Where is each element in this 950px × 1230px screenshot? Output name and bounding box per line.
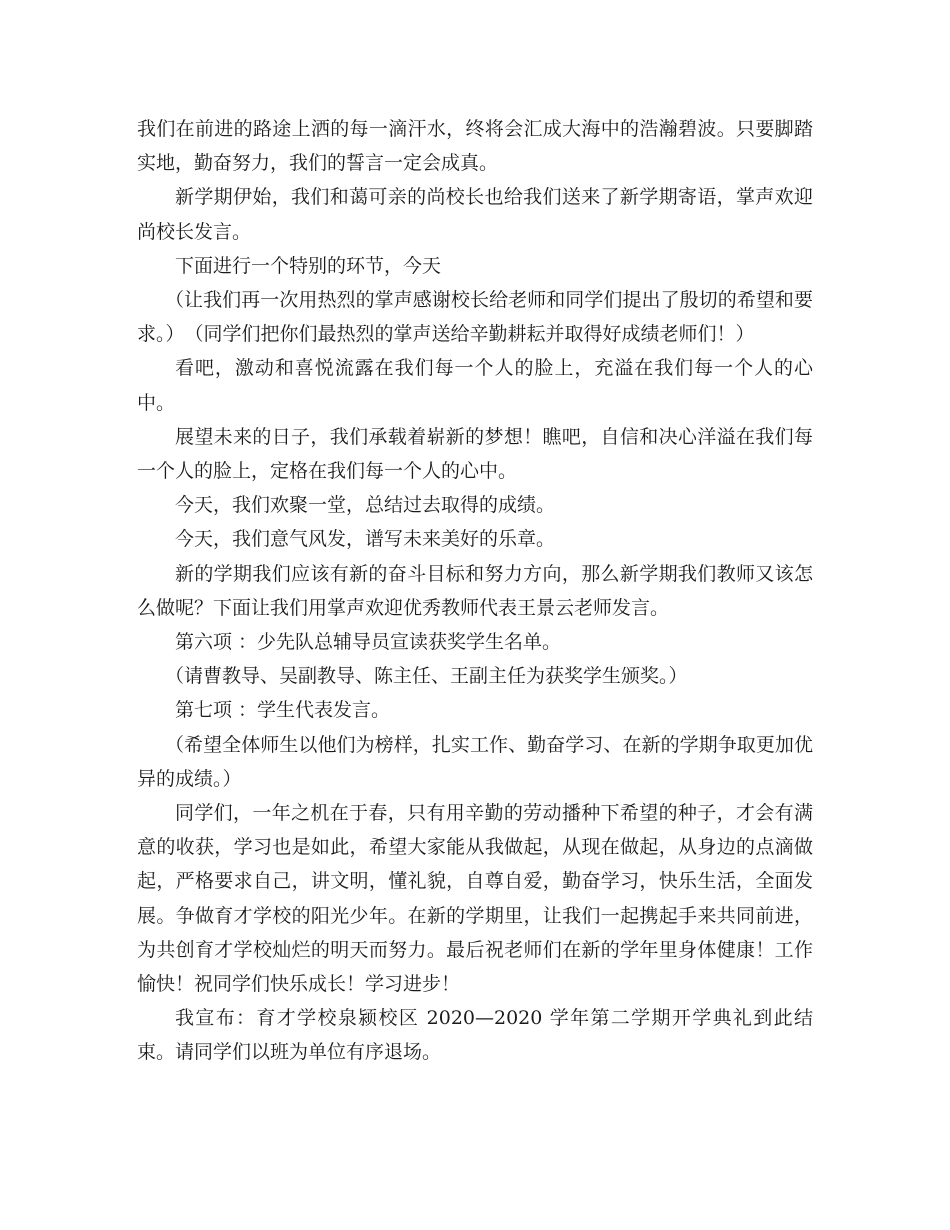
- paragraph-13: （希望全体师生以他们为榜样，扎实工作、勤奋学习、在新的学期争取更加优异的成绩。）: [137, 733, 813, 790]
- paragraph-10: 第六项 ：少先队总辅导员宣读获奖学生名单。: [175, 631, 562, 654]
- paragraph-1: 我们在前进的路途上洒的每一滴汗水，终将会汇成大海中的浩瀚碧波。只要脚踏实地，勤奋努力，我们的誓言一定会成真。: [137, 118, 813, 175]
- paragraph-5: 看吧，激动和喜悦流露在我们每一个人的脸上，充溢在我们每一个人的心中。: [137, 357, 813, 414]
- document-body: [137, 112, 813, 1070]
- paragraph-6: 展望未来的日子，我们承载着崭新的梦想！瞧吧，自信和决心洋溢在我们每一个人的脸上，定格在我们每一个人的心中。: [137, 425, 813, 483]
- paragraph-12: 第七项 ：学生代表发言。: [175, 699, 391, 722]
- paragraph-4: （让我们再一次用热烈的掌声感谢校长给老师和同学们提出了殷切的希望和要求。） （同学们把你们最热烈的掌声送给辛勤耕耘并取得好成绩老师们！）: [137, 289, 813, 346]
- paragraph-15: 我宣布：育才学校泉颍校区 2020—2020 学年第二学期开学典礼到此结束。请同学们以班为单位有序退场。: [137, 1007, 813, 1064]
- paragraph-11: （请曹教导、吴副教导、陈主任、王副主任为获奖学生颁奖。）: [165, 665, 688, 688]
- paragraph-14: 同学们，一年之机在于春，只有用辛勤的劳动播种下希望的种子，才会有满意的收获，学习也是如此，希望大家能从我做起，从现在做起，从身边的点滴做起，严格要求自己，讲文明，懂礼貌，自尊自爱，勤奋学习，快乐生活，全面发展。争做育才学校的阳光少年。在新的学期里，让我们一起携起手来共同前进，为共创育才学校灿烂的明天而努力。最后祝老师们在新的学年里身体健康！工作愉快！祝同学们快乐成长！学习进步！: [137, 802, 813, 996]
- paragraph-8: 今天，我们意气风发，谱写未来美好的乐章。: [175, 528, 556, 551]
- paragraph-3: 下面进行一个特别的环节，今天: [175, 254, 442, 277]
- paragraph-7: 今天，我们欢聚一堂，总结过去取得的成绩。: [175, 494, 556, 517]
- paragraph-2: 新学期伊始，我们和蔼可亲的尚校长也给我们送来了新学期寄语，掌声欢迎尚校长发言。: [137, 186, 813, 243]
- paragraph-9: 新的学期我们应该有新的奋斗目标和努力方向，那么新学期我们教师又该怎么做呢？下面让我们用掌声欢迎优秀教师代表王景云老师发言。: [137, 562, 813, 619]
